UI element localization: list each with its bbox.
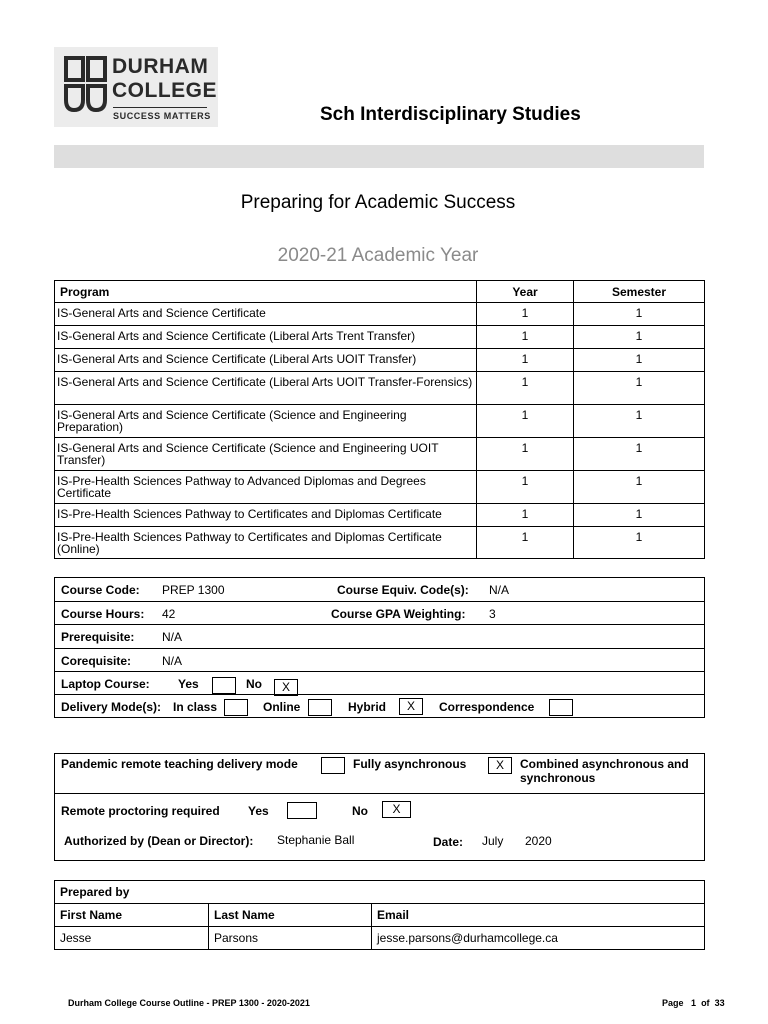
prepared-by-title-row (55, 881, 705, 904)
logo-line-1: DURHAM (112, 55, 209, 78)
year-cell: 1 (477, 372, 574, 405)
divider (55, 694, 704, 695)
in-class-label: In class (173, 700, 218, 714)
academic-year: 2020-21 Academic Year (277, 245, 479, 266)
course-code-value: PREP 1300 (162, 583, 225, 597)
prerequisite-label: Prerequisite: (61, 630, 135, 644)
proctoring-no-label: No (352, 804, 368, 818)
program-cell: IS-Pre-Health Sciences Pathway to Advanced Diplomas and Degrees Certificate (55, 471, 477, 504)
year-cell: 1 (477, 527, 574, 559)
date-month: July (482, 834, 504, 848)
page-label: Page (662, 998, 684, 1008)
divider (55, 793, 704, 794)
year-cell: 1 (477, 504, 574, 527)
semester-cell: 1 (574, 326, 705, 349)
header-divider-band (54, 145, 704, 168)
footer-course-outline: Durham College Course Outline - PREP 1300 - 2020-2021 (68, 998, 310, 1008)
hybrid-label: Hybrid (348, 700, 387, 714)
logo-rule (113, 107, 207, 108)
college-emblem-icon (64, 56, 108, 112)
school-name: Sch Interdisciplinary Studies (320, 104, 581, 125)
proctoring-no-checkbox[interactable]: X (382, 801, 411, 818)
date-label: Date: (433, 835, 464, 849)
year-header: Year (477, 281, 574, 303)
correspondence-checkbox[interactable] (549, 699, 573, 716)
email-header: Email (372, 904, 705, 927)
semester-header: Semester (574, 281, 705, 303)
semester-cell: 1 (574, 405, 705, 438)
last-name-cell: Parsons (209, 927, 372, 950)
semester-cell: 1 (574, 303, 705, 326)
table-row (55, 527, 705, 559)
table-row (55, 326, 705, 349)
table-row (55, 438, 705, 471)
page-current: 1 (691, 998, 697, 1008)
course-hours-label: Course Hours: (61, 607, 145, 621)
course-equiv-value: N/A (489, 583, 510, 597)
prepared-by-header-row (55, 904, 705, 927)
prepared-by-title: Prepared by (55, 881, 705, 904)
logo-tagline: SUCCESS MATTERS (113, 111, 211, 121)
pandemic-mode-label: Pandemic remote teaching delivery mode (61, 757, 298, 771)
semester-cell: 1 (574, 438, 705, 471)
combined-label-line-1: Combined asynchronous and (520, 757, 689, 771)
logo-line-2: COLLEGE (112, 79, 218, 102)
page-total: 33 (714, 998, 725, 1008)
date-year: 2020 (525, 834, 552, 848)
footer-page-number (662, 998, 725, 1008)
semester-cell: 1 (574, 372, 705, 405)
hybrid-checkbox[interactable]: X (399, 698, 423, 715)
program-cell: IS-Pre-Health Sciences Pathway to Certificates and Diplomas Certificate (Online) (55, 527, 477, 559)
authorized-by-label: Authorized by (Dean or Director): (64, 834, 254, 848)
laptop-yes-label: Yes (178, 677, 199, 691)
laptop-no-checkbox[interactable]: X (274, 679, 298, 696)
divider (55, 648, 704, 649)
first-name-cell: Jesse (55, 927, 209, 950)
semester-cell: 1 (574, 504, 705, 527)
divider (55, 624, 704, 625)
year-cell: 1 (477, 303, 574, 326)
year-cell: 1 (477, 349, 574, 372)
semester-cell: 1 (574, 349, 705, 372)
table-row (55, 471, 705, 504)
in-class-checkbox[interactable] (224, 699, 248, 716)
year-cell: 1 (477, 326, 574, 349)
table-row (55, 372, 705, 405)
corequisite-value: N/A (162, 654, 183, 668)
authorized-by-value: Stephanie Ball (277, 833, 355, 847)
program-cell: IS-General Arts and Science Certificate (Science and Engineering UOIT Transfer) (55, 438, 477, 471)
laptop-course-label: Laptop Course: (61, 677, 150, 691)
remote-proctoring-label: Remote proctoring required (61, 804, 220, 818)
program-cell: IS-General Arts and Science Certificate (Science and Engineering Preparation) (55, 405, 477, 438)
last-name-header: Last Name (209, 904, 372, 927)
laptop-no-label: No (246, 677, 262, 691)
course-equiv-label: Course Equiv. Code(s): (337, 583, 469, 597)
semester-cell: 1 (574, 471, 705, 504)
table-row (55, 504, 705, 527)
course-gpa-label: Course GPA Weighting: (331, 607, 466, 621)
prerequisite-value: N/A (162, 630, 183, 644)
table-row (55, 303, 705, 326)
year-cell: 1 (477, 438, 574, 471)
year-cell: 1 (477, 471, 574, 504)
divider (55, 601, 704, 602)
laptop-yes-checkbox[interactable] (212, 677, 236, 694)
first-name-header: First Name (55, 904, 209, 927)
proctoring-yes-label: Yes (248, 804, 269, 818)
program-cell: IS-Pre-Health Sciences Pathway to Certificates and Diplomas Certificate (55, 504, 477, 527)
durham-college-logo (54, 47, 218, 127)
prepared-by-table (54, 880, 705, 950)
correspondence-label: Correspondence (439, 700, 535, 714)
corequisite-label: Corequisite: (61, 654, 132, 668)
program-table (54, 280, 705, 559)
program-table-header (55, 281, 705, 303)
online-label: Online (263, 700, 301, 714)
program-cell: IS-General Arts and Science Certificate (55, 303, 477, 326)
table-row (55, 927, 705, 950)
table-row (55, 349, 705, 372)
fully-asynchronous-label: Fully asynchronous (353, 757, 467, 771)
pandemic-mode-checkbox[interactable] (321, 757, 345, 774)
program-cell: IS-General Arts and Science Certificate (Liberal Arts Trent Transfer) (55, 326, 477, 349)
page-of-label: of (701, 998, 710, 1008)
program-header: Program (55, 281, 477, 303)
course-title: Preparing for Academic Success (240, 192, 516, 213)
online-checkbox[interactable] (308, 699, 332, 716)
semester-cell: 1 (574, 527, 705, 559)
program-cell: IS-General Arts and Science Certificate (Liberal Arts UOIT Transfer) (55, 349, 477, 372)
email-cell: jesse.parsons@durhamcollege.ca (372, 927, 705, 950)
divider (55, 671, 704, 672)
course-gpa-value: 3 (489, 607, 496, 621)
proctoring-yes-checkbox[interactable] (287, 802, 317, 819)
program-cell: IS-General Arts and Science Certificate (Liberal Arts UOIT Transfer-Forensics) (55, 372, 477, 405)
table-row (55, 405, 705, 438)
course-code-label: Course Code: (61, 583, 140, 597)
course-hours-value: 42 (162, 607, 176, 621)
fully-asynchronous-checkbox[interactable]: X (488, 757, 512, 774)
delivery-mode-label: Delivery Mode(s): (61, 700, 162, 714)
year-cell: 1 (477, 405, 574, 438)
combined-label-line-2: synchronous (520, 771, 596, 785)
